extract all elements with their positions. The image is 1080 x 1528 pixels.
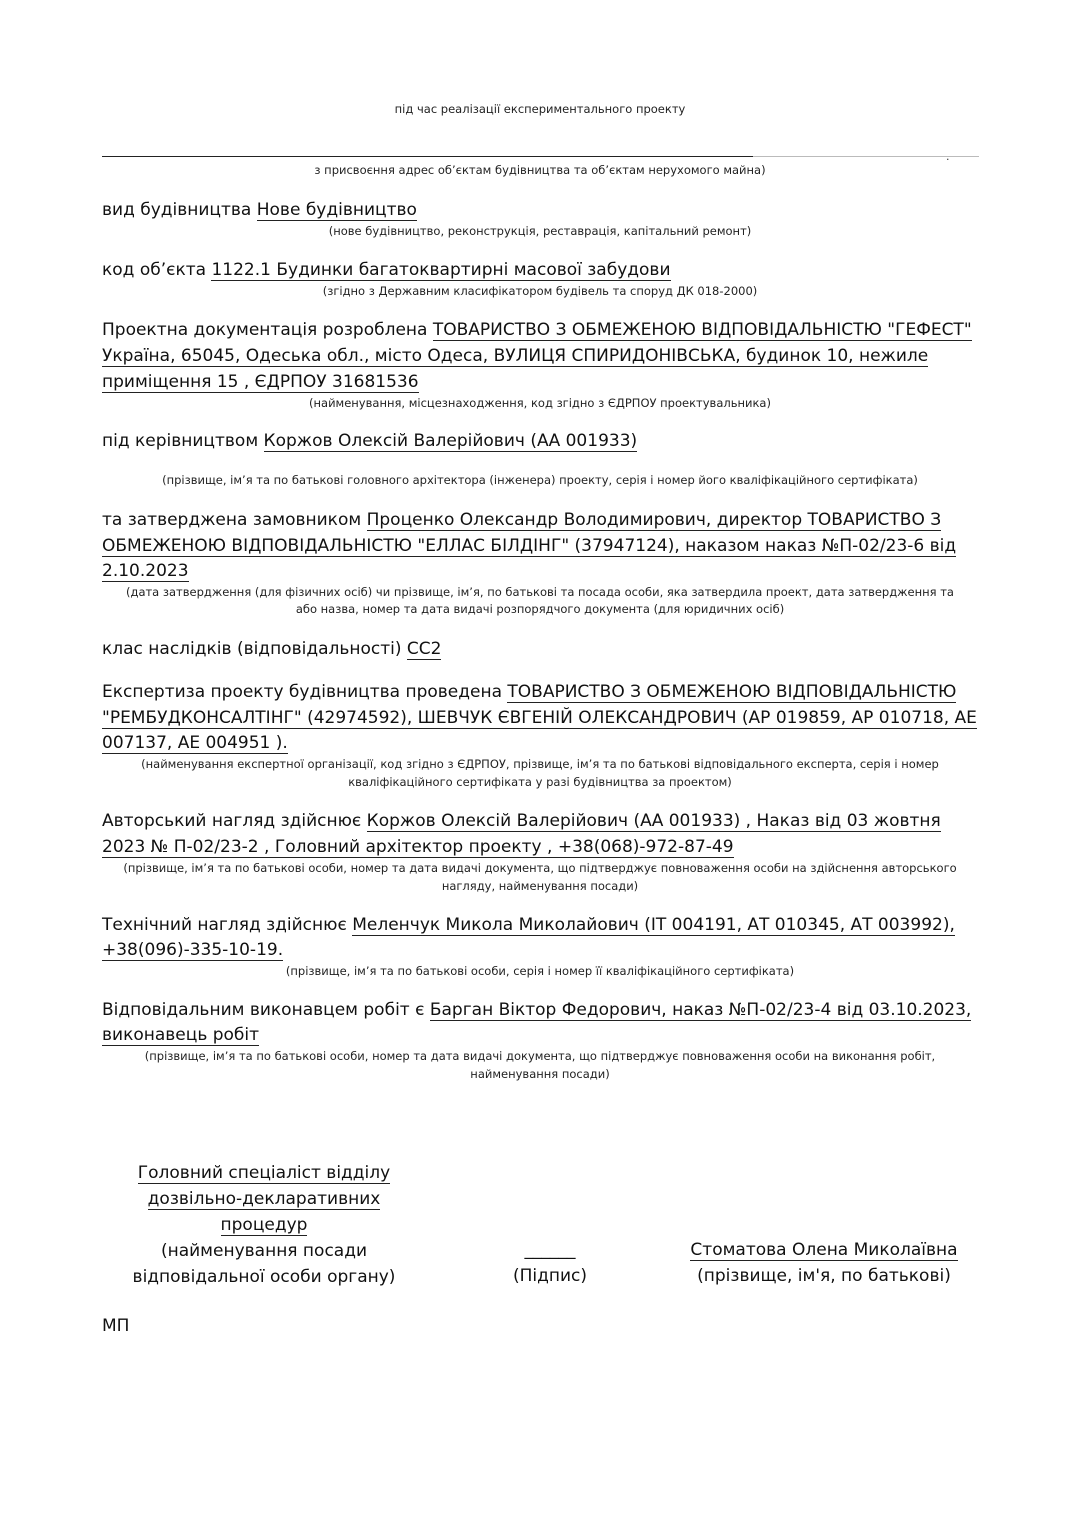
expertise-line-1 [102, 679, 956, 705]
project-docs-value-1: ТОВАРИСТВО З ОБМЕЖЕНОЮ ВІДПОВІДАЛЬНІСТЮ "ГЕФЕСТ" [432, 320, 972, 340]
author-supervision-line-2 [102, 834, 734, 860]
author-supervision-line-1 [102, 808, 941, 834]
consequence-class-row [102, 636, 441, 662]
author-supervision-label: Авторський нагляд здійснює [102, 811, 362, 831]
project-docs-label: Проектна документація розроблена [102, 320, 428, 340]
project-docs-value-2: Україна, 65045, Одеська обл., місто Одеса, ВУЛИЦЯ СПИРИДОНІВСЬКА, будинок 10, нежиле [102, 346, 929, 366]
project-docs-line-1 [102, 317, 972, 343]
official-position-line-3: процедур [220, 1215, 308, 1235]
construction-type-row [102, 197, 417, 223]
project-docs-value-3: приміщення 15 , ЄДРПОУ 31681536 [102, 372, 419, 392]
supervision-note: (прізвище, ім’я та по батькові головного архітектора (інженера) проекту, серія і номер його кваліфікаційного сертифіката) [162, 473, 918, 487]
consequence-class-value: СС2 [406, 639, 442, 659]
technical-supervision-value-1: Меленчук Микола Миколайович (ІТ 004191, АТ 010345, АТ 003992), [352, 915, 955, 935]
supervision-row [102, 428, 637, 454]
responsible-executor-note-1: (прізвище, ім’я та по батькові особи, номер та дата видачі документа, що підтверджує повноваження особи на виконання робіт, [144, 1049, 936, 1063]
header-rule [102, 156, 753, 157]
responsible-executor-value-2: виконавець робіт [102, 1025, 260, 1045]
object-code-row [102, 257, 671, 283]
official-position-caption-1: (найменування посади [160, 1241, 368, 1261]
expertise-note-2: кваліфікаційного сертифіката у разі будівництва за проектом) [348, 775, 732, 789]
approved-note-2: або назва, номер та дата видачі розпорядчого документа (для юридичних осіб) [295, 602, 785, 616]
top-note: під час реалізації експериментального проекту [394, 102, 686, 116]
approved-line-2 [102, 533, 956, 559]
approved-label: та затверджена замовником [102, 510, 362, 530]
official-position-line-1: Головний спеціаліст відділу [137, 1163, 391, 1183]
approved-line-1 [102, 507, 941, 533]
supervision-label: під керівництвом [102, 431, 259, 451]
technical-supervision-line-1 [102, 912, 955, 938]
technical-supervision-value-2: +38(096)-335-10-19. [102, 940, 284, 960]
object-code-label: код об’єкта [102, 260, 207, 280]
official-name-caption: (прізвище, ім'я, по батькові) [697, 1266, 951, 1286]
approved-note-1: (дата затвердження (для фізичних осіб) чи прізвище, ім’я, по батькові та посада особи, яка затвердила проект, дата затвердження та [126, 585, 954, 599]
expertise-value-2: "РЕМБУДКОНСАЛТІНГ" (42974592), ШЕВЧУК ЄВГЕНІЙ ОЛЕКСАНДРОВИЧ (АР 019859, АР 010718, АЕ [102, 708, 977, 728]
official-name: Стоматова Олена Миколаївна [690, 1240, 958, 1260]
official-position-block [104, 1160, 424, 1290]
responsible-executor-label: Відповідальним виконавцем робіт є [102, 1000, 425, 1020]
official-name-block [664, 1237, 984, 1289]
project-docs-line-2 [102, 343, 928, 369]
approved-value-3: 2.10.2023 [102, 561, 189, 581]
expertise-label: Експертиза проекту будівництва проведена [102, 682, 502, 702]
object-code-value: 1122.1 Будинки багатоквартирні масової забудови [211, 260, 671, 280]
approved-value-1: Проценко Олександр Володимирович, директор ТОВАРИСТВО З [366, 510, 942, 530]
address-note: з присвоєння адрес об’єктам будівництва та об’єктам нерухомого майна) [314, 163, 766, 177]
official-position-caption-2: відповідальної особи органу) [132, 1267, 396, 1287]
construction-type-value: Нове будівництво [256, 200, 417, 220]
technical-supervision-label: Технічний нагляд здійснює [102, 915, 347, 935]
expertise-value-3: 007137, АЕ 004951 ). [102, 733, 288, 753]
project-docs-note: (найменування, місцезнаходження, код згідно з ЄДРПОУ проектувальника) [309, 396, 771, 410]
signature-blank: ______ [524, 1240, 576, 1260]
expertise-line-3 [102, 730, 288, 756]
author-supervision-value-1: Коржов Олексій Валерійович (АА 001933) , Наказ від 03 жовтня [366, 811, 941, 831]
technical-supervision-note: (прізвище, ім’я та по батькові особи, серія і номер її кваліфікаційного сертифіката) [285, 964, 795, 978]
header-dot: . [946, 150, 950, 163]
responsible-executor-line-1 [102, 997, 971, 1023]
responsible-executor-value-1: Барган Віктор Федорович, наказ №П-02/23-4 від 03.10.2023, [429, 1000, 972, 1020]
author-supervision-value-2: 2023 № П-02/23-2 , Головний архітектор проекту , +38(068)-972-87-49 [102, 837, 734, 857]
consequence-class-label: клас наслідків (відповідальності) [102, 639, 402, 659]
approved-line-3 [102, 558, 189, 584]
approved-value-2: ОБМЕЖЕНОЮ ВІДПОВІДАЛЬНІСТЮ "ЕЛЛАС БІЛДІНГ" (37947124), наказом наказ №П-02/23-6 від [102, 536, 957, 556]
construction-type-note: (нове будівництво, реконструкція, реставрація, капітальний ремонт) [328, 224, 752, 238]
responsible-executor-line-2 [102, 1022, 259, 1048]
project-docs-line-3 [102, 369, 419, 395]
object-code-note: (згідно з Державним класифікатором будівель та споруд ДК 018-2000) [322, 284, 758, 298]
construction-type-label: вид будівництва [102, 200, 252, 220]
author-supervision-note-2: нагляду, найменування посади) [441, 879, 639, 893]
supervision-value: Коржов Олексій Валерійович (АА 001933) [263, 431, 638, 451]
expertise-note-1: (найменування експертної організації, код згідно з ЄДРПОУ, прізвище, ім’я та по батькові відповідального експерта, серія і номер [141, 757, 939, 771]
expertise-line-2 [102, 705, 977, 731]
stamp-label: МП [102, 1316, 130, 1336]
expertise-value-1: ТОВАРИСТВО З ОБМЕЖЕНОЮ ВІДПОВІДАЛЬНІСТЮ [507, 682, 957, 702]
official-position-line-2: дозвільно-декларативних [147, 1189, 381, 1209]
author-supervision-note-1: (прізвище, ім’я та по батькові особи, номер та дата видачі документа, що підтверджує повноваження особи на здійснення авторського [123, 861, 957, 875]
signature-caption: (Підпис) [512, 1266, 588, 1286]
responsible-executor-note-2: найменування посади) [470, 1067, 610, 1081]
technical-supervision-line-2 [102, 937, 283, 963]
signature-block [480, 1237, 620, 1289]
